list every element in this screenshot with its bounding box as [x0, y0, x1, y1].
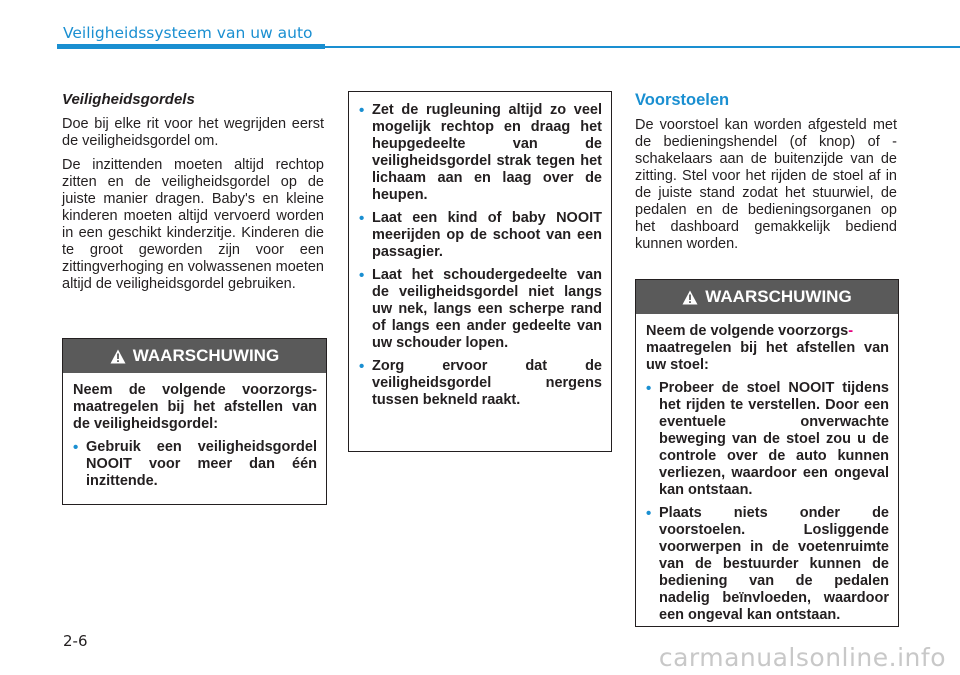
bullet-icon: • [359, 267, 365, 284]
seatbelt-warning-box [62, 338, 327, 505]
seatbelt-warning-continued-box [348, 91, 612, 452]
warning-intro: Neem de volgende voorzorgs-maatregelen bij het afstellen van de veiligheidsgordel: [73, 382, 317, 432]
warning-list-item: • Zet de rugleuning altijd zo veel mogelijk rechtop en draag het heupgedeelte van de veiligheidsgordel strak tegen het lichaam aan en laag over de heupen. [359, 102, 602, 203]
watermark: carmanualsonline.info [658, 643, 946, 672]
warning-list-item: • Zorg ervoor dat de veiligheidsgordel nergens tussen bekneld raakt. [359, 358, 602, 408]
warning-triangle-icon [110, 349, 126, 364]
bullet-icon: • [73, 439, 79, 456]
warning-header [63, 339, 326, 373]
warning-list-item: • Gebruik een veiligheidsgordel NOOIT voor meer dan één inzittende. [73, 439, 317, 489]
warning-title: WAARSCHUWING [705, 287, 852, 306]
front-seat-warning-box [635, 279, 899, 627]
left-column [62, 91, 324, 300]
warning-triangle-icon [682, 290, 698, 305]
header-accent-bar [57, 44, 325, 49]
warning-list-item: • Laat een kind of baby NOOIT meerijden op de schoot van een passagier. [359, 210, 602, 260]
warning-list-item: • Plaats niets onder de voorstoelen. Losliggende voorwerpen in de voetenruimte van de bestuurder kunnen de bediening van de pedalen nadelig beïnvloeden, waardoor een ongeval kan ontstaan. [646, 505, 889, 623]
bullet-icon: • [359, 102, 365, 119]
page-number: 2-6 [63, 632, 88, 650]
bullet-icon: • [646, 505, 652, 522]
warning-intro: Neem de volgende voorzorgs- maatregelen bij het afstellen van uw stoel: [646, 323, 889, 373]
warning-header [636, 280, 898, 314]
right-column [635, 91, 897, 260]
front-seats-heading: Voorstoelen [635, 91, 730, 109]
seatbelts-heading: Veiligheidsgordels [62, 91, 195, 108]
seatbelts-paragraph-1: Doe bij elke rit voor het wegrijden eerst de veiligheidsgordel om. [62, 116, 324, 149]
bullet-icon: • [646, 380, 652, 397]
bullet-icon: • [359, 210, 365, 227]
warning-list-item: • Probeer de stoel NOOIT tijdens het rijden te verstellen. Door een eventuele onverwachte beweging van de stoel zou u de controle over de auto kunnen verliezen, waardoor een ongeval kan ontstaan. [646, 380, 889, 498]
front-seats-paragraph: De voorstoel kan worden afgesteld met de bedieningshendel (of knop) of -schakelaars aan de buitenzijde van de zitting. Stel voor het rijden de stoel af in de juiste stand zodat het stuurwiel, de pedalen en de bedieningsorganen op het dashboard gemakkelijk bediend kunnen worden. [635, 117, 897, 252]
seatbelts-paragraph-2: De inzittenden moeten altijd rechtop zitten en de veiligheidsgordel op de juiste manier dragen. Baby's en kleine kinderen moeten altijd vervoerd worden in een geschikt kinderzitje. Kinderen die te groot geworden zijn voor een zittingverhoging en volwassenen moeten altijd de veiligheidsgordel gebruiken. [62, 157, 324, 292]
warning-title: WAARSCHUWING [132, 346, 280, 365]
section-header-title: Veiligheidssysteem van uw auto [63, 24, 313, 42]
header-rule [325, 46, 960, 48]
bullet-icon: • [359, 358, 365, 375]
warning-list-item: • Laat het schoudergedeelte van de veiligheidsgordel niet langs uw nek, langs een scherpe rand of langs een ander gedeelte van uw schouder lopen. [359, 267, 602, 351]
